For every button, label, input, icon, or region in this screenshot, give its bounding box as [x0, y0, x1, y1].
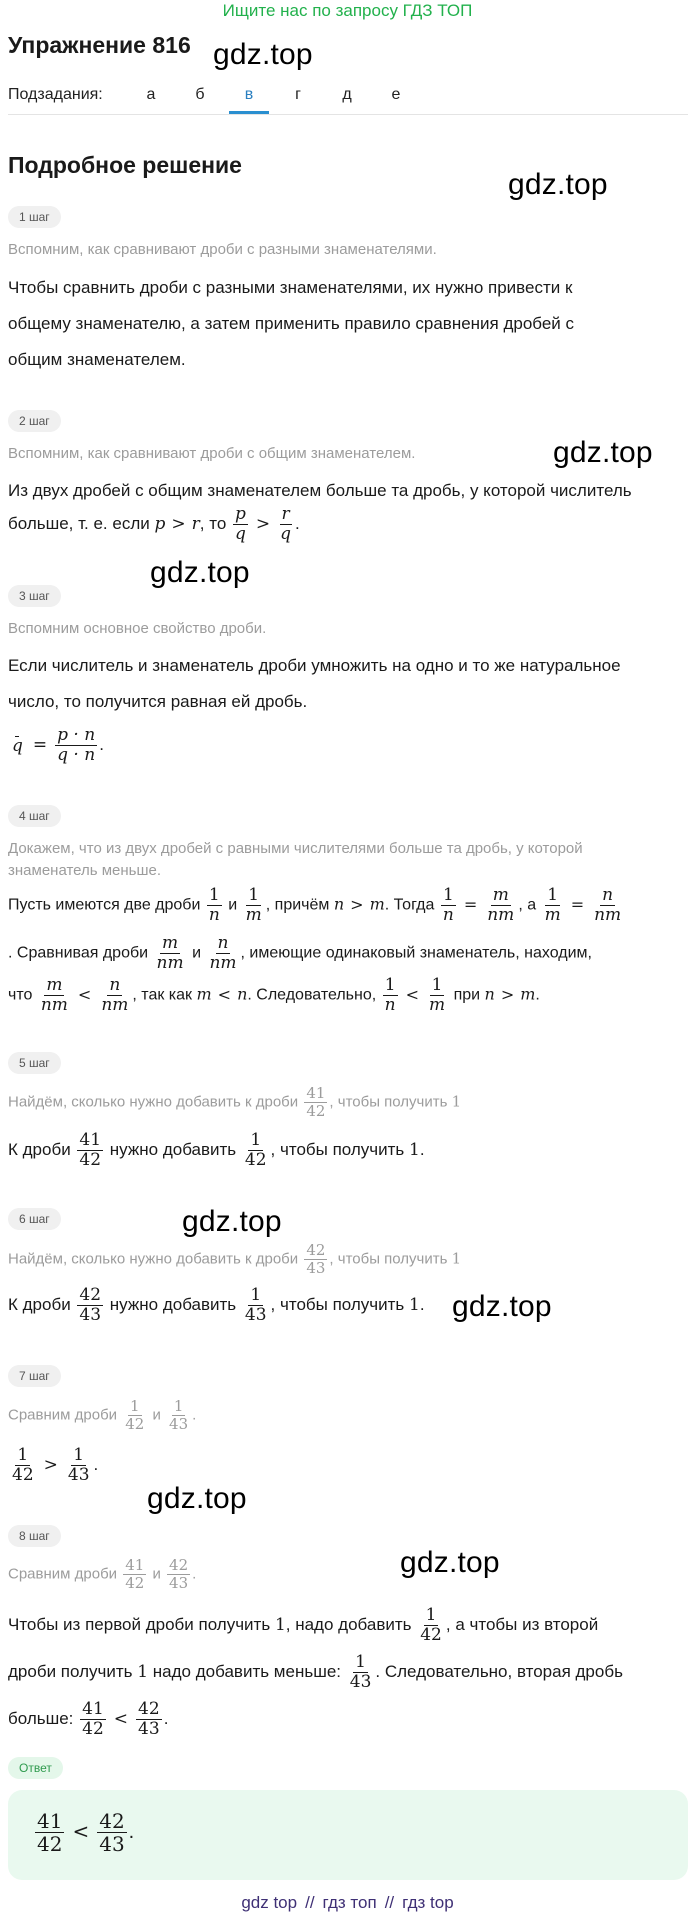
text-part: нужно добавить	[109, 1294, 237, 1314]
denominator: n	[384, 995, 396, 1015]
math-var: n	[484, 984, 495, 1004]
text-part: К дроби	[8, 1139, 71, 1159]
fraction	[592, 886, 623, 925]
denominator: nm	[487, 905, 515, 925]
subtasks-nav	[8, 82, 688, 115]
numerator: 42	[169, 1556, 189, 1574]
denominator: nm	[40, 995, 68, 1015]
answer-formula: $\frac{41}{42}$ < $\frac{42}{43}$ .	[37, 1809, 135, 1856]
denominator: 43	[67, 1465, 90, 1485]
footer-link[interactable]: гдз топ	[322, 1893, 377, 1912]
math-var: p	[154, 513, 166, 534]
step-text	[8, 934, 592, 973]
numerator: 1	[425, 1605, 437, 1625]
text-part: что	[8, 986, 33, 1004]
fraction	[123, 1398, 146, 1433]
fraction	[99, 976, 130, 1015]
denominator: q	[280, 524, 292, 544]
page-title: Упражнение 816	[8, 32, 191, 58]
fraction	[207, 934, 238, 973]
fraction	[55, 726, 97, 765]
numerator: 42	[99, 1809, 125, 1833]
numerator: m	[162, 933, 179, 953]
numerator: 42	[138, 1699, 160, 1719]
text-part: , чтобы получить	[329, 1250, 448, 1268]
text-part: больше, т. е. если	[8, 513, 150, 533]
fraction	[543, 886, 563, 925]
denominator: m	[245, 905, 262, 925]
denominator: 43	[138, 1719, 160, 1739]
denominator: 43	[244, 1305, 267, 1325]
text-part: Найдём, сколько нужно добавить к дроби	[8, 1093, 299, 1111]
denominator: 42	[244, 1150, 267, 1170]
math-var: 1	[137, 1661, 149, 1682]
numerator: p · n	[57, 725, 96, 745]
solution-heading: Подробное решение	[8, 152, 242, 178]
step-badge: 5 шаг	[8, 1052, 61, 1074]
math-op: >	[500, 984, 515, 1004]
step-hint	[8, 1085, 461, 1120]
numerator: m	[46, 975, 63, 995]
top-banner[interactable]: Ищите нас по запросу ГДЗ ТОП	[222, 1, 473, 20]
numerator: 1	[442, 885, 454, 905]
step-text: число, то получится равная ей дробь.	[8, 692, 308, 711]
step-text: больше, т. е. если p > r, то $\frac{p}{q}$ > $\frac{r}{q}$ .	[8, 504, 300, 544]
denominator: 43	[306, 1259, 326, 1277]
text-part: , надо добавить	[285, 1614, 412, 1634]
math-op: <	[72, 1818, 90, 1843]
step-badge: 2 шаг	[8, 410, 61, 432]
text-part: Пусть имеются две дроби	[8, 896, 201, 914]
denominator: 43	[169, 1574, 189, 1592]
denominator: nm	[156, 953, 184, 973]
fraction	[441, 886, 456, 925]
text-part: , чтобы получить	[270, 1139, 405, 1159]
text-part: , причём	[265, 896, 330, 914]
step-hint	[8, 1242, 461, 1277]
math-op: <	[113, 1708, 129, 1729]
step-hint: Вспомним основное свойство дроби.	[8, 620, 267, 637]
denominator: 43	[349, 1672, 372, 1692]
numerator: 41	[125, 1556, 145, 1574]
numerator: 1	[384, 975, 396, 995]
math-var: 1	[409, 1294, 420, 1315]
text-part: Чтобы из первой дроби получить	[8, 1614, 271, 1634]
text-part: Сравним дроби	[8, 1565, 118, 1583]
denominator: q	[12, 735, 23, 756]
math-var: m	[369, 894, 385, 914]
text-part: . Следовательно, вторая дробь	[375, 1661, 623, 1681]
tab-b[interactable]: б	[195, 86, 205, 103]
math-op: >	[43, 1454, 58, 1475]
denominator: 42	[420, 1625, 442, 1645]
step-text	[8, 1606, 598, 1645]
step-badge: 3 шаг	[8, 585, 61, 607]
step-formula: q = $\frac{p \cdot n}{q \cdot n}$ .	[12, 725, 104, 765]
numerator: n	[109, 975, 121, 995]
step-hint: Докажем, что из двух дробей с равными числителями больше та дробь, у которой	[8, 840, 583, 857]
step-text: Если числитель и знаменатель дроби умножить на одно и то же натуральное	[8, 656, 621, 675]
math-op: =	[463, 894, 478, 914]
math-var: 1	[451, 1249, 462, 1268]
denominator: m	[429, 995, 446, 1015]
numerator: 42	[79, 1285, 102, 1305]
math-var: m	[196, 984, 212, 1004]
numerator: 41	[79, 1130, 102, 1150]
text-part: . Следовательно,	[247, 986, 377, 1004]
text-part: дроби получить	[8, 1661, 133, 1681]
watermark: gdz.top	[150, 556, 250, 589]
text-part: , чтобы получить	[329, 1093, 448, 1111]
tab-e[interactable]: е	[391, 86, 401, 103]
text-part: и	[152, 1406, 161, 1424]
numerator: 41	[306, 1084, 326, 1102]
watermark: gdz.top	[452, 1290, 552, 1323]
step-text: больше: $\frac{41}{42}$ < $\frac{42}{43}$ .	[8, 1699, 169, 1739]
fraction	[383, 976, 398, 1015]
text-part: нужно добавить	[109, 1139, 237, 1159]
numerator: 1	[129, 1397, 140, 1415]
denominator: 42	[82, 1719, 104, 1739]
tab-g[interactable]: г	[295, 86, 301, 103]
text-part: и	[228, 896, 238, 914]
fraction	[244, 886, 264, 925]
answer-box	[8, 1790, 688, 1880]
text-part: . Тогда	[384, 896, 435, 914]
denominator: 42	[79, 1150, 102, 1170]
fraction	[348, 1653, 374, 1692]
numerator: 1	[208, 885, 220, 905]
math-var: r	[191, 513, 200, 534]
denominator: 42	[125, 1415, 145, 1433]
numerator: 1	[248, 885, 260, 905]
fraction	[10, 1446, 36, 1485]
math-op: >	[255, 513, 271, 534]
text-part: и	[152, 1565, 161, 1583]
text-part: при	[453, 986, 481, 1004]
fraction	[278, 505, 293, 544]
fraction	[243, 1131, 269, 1170]
fraction	[136, 1700, 162, 1739]
fraction	[167, 1557, 190, 1592]
step-text: Из двух дробей с общим знаменателем больше та дробь, у которой числитель	[8, 481, 632, 500]
numerator: 1	[17, 1445, 29, 1465]
fraction	[77, 1286, 103, 1325]
step-text	[8, 886, 625, 925]
numerator: m	[492, 885, 509, 905]
math-op: >	[171, 513, 186, 534]
math-var: m	[520, 984, 536, 1004]
text-part: , а чтобы из второй	[445, 1614, 599, 1634]
step-text: общим знаменателем.	[8, 350, 186, 369]
text-part: К дроби	[8, 1294, 71, 1314]
step-badge: 7 шаг	[8, 1365, 61, 1387]
fraction	[207, 886, 222, 925]
text-part: , чтобы получить	[270, 1294, 405, 1314]
step-text: К дроби $\frac{41}{42}$ нужно добавить $\frac{1}{42}$ , чтобы получить 1.	[8, 1130, 425, 1170]
text-part: надо добавить меньше:	[152, 1661, 342, 1681]
numerator: n	[217, 933, 229, 953]
fraction	[485, 886, 516, 925]
math-var: 1	[409, 1139, 420, 1160]
fraction	[243, 1286, 269, 1325]
subtasks-label: Подзадания:	[8, 86, 103, 103]
tab-v[interactable]: в	[229, 86, 269, 114]
text-part: . Сравнивая дроби	[8, 944, 149, 962]
fraction	[77, 1131, 103, 1170]
footer-link[interactable]: gdz top	[241, 1893, 298, 1912]
numerator: p	[235, 504, 246, 524]
step-formula: $\frac{1}{42}$ > $\frac{1}{43}$ .	[12, 1445, 99, 1485]
step-badge: 8 шаг	[8, 1525, 61, 1547]
watermark: gdz.top	[400, 1546, 500, 1579]
numerator: 1	[431, 975, 443, 995]
denominator: 43	[79, 1305, 102, 1325]
numerator: 41	[82, 1699, 104, 1719]
denominator: 43	[169, 1415, 189, 1433]
text-part: больше:	[8, 1708, 74, 1728]
step-hint: Вспомним, как сравнивают дроби с разными знаменателями.	[8, 241, 437, 258]
math-var: n	[333, 894, 345, 914]
step-text: что $\frac{m}{nm}$ < $\frac{n}{nm}$ , так как m < n. Следовательно, $\frac{1}{n}$ < $\frac{1}{m}$ при n > m.	[8, 975, 540, 1015]
fraction	[39, 976, 70, 1015]
math-op: =	[32, 734, 48, 755]
numerator: 1	[547, 885, 559, 905]
fraction	[427, 976, 447, 1015]
fraction	[80, 1700, 106, 1739]
math-op: =	[570, 894, 585, 914]
math-op: <	[77, 984, 92, 1004]
denominator: n	[442, 905, 454, 925]
fraction	[418, 1606, 444, 1645]
fraction	[97, 1810, 126, 1855]
numerator: 1	[355, 1652, 366, 1672]
watermark: gdz.top	[213, 38, 313, 71]
step-badge: 1 шаг	[8, 206, 61, 228]
denominator: q	[235, 524, 246, 544]
denominator: nm	[209, 953, 237, 973]
denominator: 43	[99, 1832, 125, 1856]
numerator: 1	[250, 1130, 262, 1150]
step-hint: Сравним дроби $\frac{41}{42}$ и $\frac{42}{43}$ .	[8, 1556, 197, 1592]
answer-badge: Ответ	[8, 1757, 63, 1779]
footer-links	[0, 1893, 695, 1913]
watermark: gdz.top	[182, 1205, 282, 1238]
step-text: К дроби $\frac{42}{43}$ нужно добавить $\frac{1}{43}$ , чтобы получить 1.	[8, 1285, 425, 1325]
text-part: , имеющие одинаковый знаменатель, находим,	[240, 944, 592, 962]
step-hint: Вспомним, как сравнивают дроби с общим знаменателем.	[8, 445, 416, 462]
fraction	[304, 1242, 327, 1277]
numerator: 1	[173, 1397, 184, 1415]
text-part: Найдём, сколько нужно добавить к дроби	[8, 1250, 299, 1268]
fraction	[304, 1085, 327, 1120]
denominator: q · n	[57, 745, 96, 765]
fraction	[35, 1810, 64, 1855]
fraction	[10, 736, 25, 756]
math-var: 1	[451, 1092, 462, 1111]
numerator: 41	[37, 1809, 63, 1833]
text-part: и	[192, 944, 201, 962]
numerator: 1	[250, 1285, 262, 1305]
numerator: 42	[306, 1241, 326, 1259]
numerator: 1	[73, 1445, 85, 1465]
text-part: , то	[199, 513, 227, 533]
numerator: r	[281, 504, 290, 524]
step-text	[8, 1653, 623, 1692]
math-var: n	[237, 984, 248, 1004]
math-op: <	[405, 984, 419, 1004]
math-var: 1	[274, 1614, 286, 1635]
denominator: m	[544, 905, 561, 925]
footer-link[interactable]: гдз top	[402, 1893, 454, 1912]
denominator: 42	[306, 1102, 326, 1120]
denominator: 42	[12, 1465, 34, 1485]
step-text: общему знаменателю, а затем применить правило сравнения дробей с	[8, 314, 575, 333]
step-badge: 6 шаг	[8, 1208, 61, 1230]
tab-d[interactable]: д	[342, 86, 352, 103]
tab-a[interactable]: а	[146, 86, 156, 103]
watermark: gdz.top	[553, 436, 653, 469]
denominator: 42	[125, 1574, 145, 1592]
fraction	[66, 1446, 92, 1485]
step-hint: знаменатель меньше.	[8, 862, 162, 879]
denominator: 42	[37, 1832, 63, 1856]
fraction	[123, 1557, 146, 1592]
numerator: n	[602, 885, 614, 905]
watermark: gdz.top	[147, 1482, 247, 1515]
text-part: , так как	[132, 986, 193, 1004]
watermark: gdz.top	[508, 168, 608, 201]
footer-separator: //	[384, 1893, 395, 1912]
math-op: <	[217, 984, 232, 1004]
denominator: nm	[594, 905, 622, 925]
step-hint: Сравним дроби $\frac{1}{42}$ и $\frac{1}{43}$ .	[8, 1397, 197, 1433]
text-part: Сравним дроби	[8, 1406, 118, 1424]
fraction	[233, 505, 248, 544]
step-text: Чтобы сравнить дроби с разными знаменателями, их нужно привести к	[8, 278, 573, 297]
math-op: >	[350, 894, 364, 914]
fraction	[155, 934, 186, 973]
fraction	[167, 1398, 190, 1433]
denominator: nm	[101, 995, 129, 1015]
footer-separator: //	[305, 1893, 315, 1912]
text-part: , а	[518, 896, 537, 914]
step-badge: 4 шаг	[8, 805, 61, 827]
denominator: n	[208, 905, 220, 925]
